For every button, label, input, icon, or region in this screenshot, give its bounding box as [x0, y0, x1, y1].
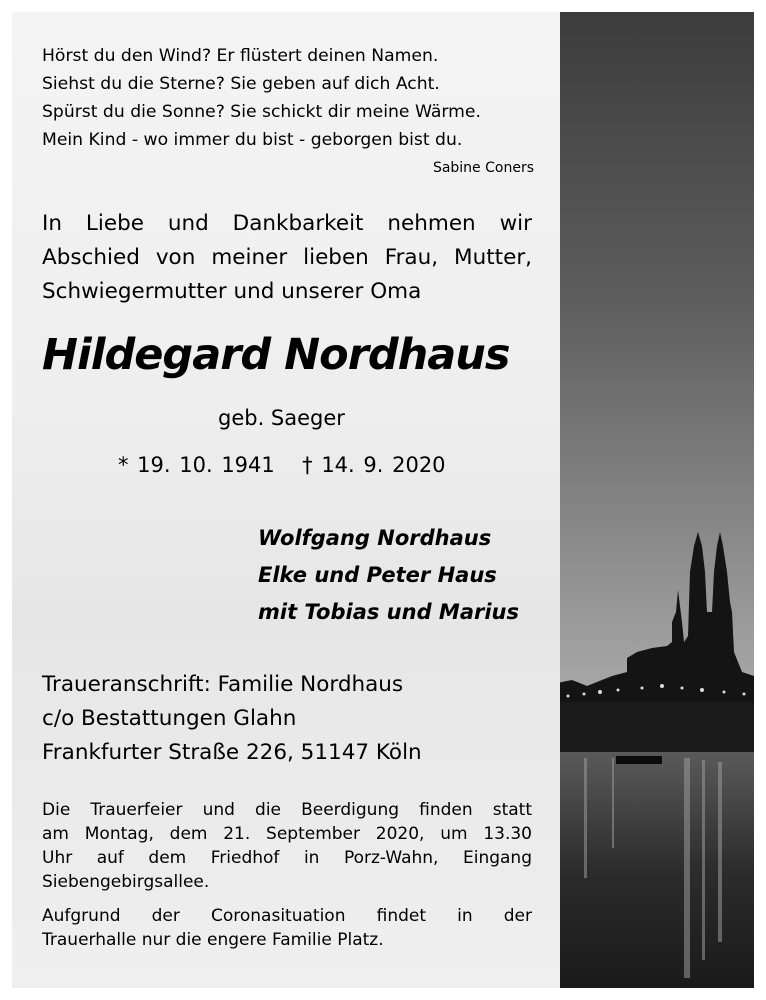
funeral-service-info: [42, 798, 532, 952]
obituary-notice: [12, 12, 754, 988]
service-line: Die Trauerfeier und die Beerdigung finden statt: [42, 800, 532, 820]
poem-line: Mein Kind - wo immer du bist - geborgen bist du.: [42, 130, 463, 150]
address-line: Traueranschrift: Familie Nordhaus: [42, 672, 404, 697]
address-line: Frankfurter Straße 226, 51147 Köln: [42, 740, 422, 765]
poem-author: Sabine Coners: [432, 160, 534, 176]
birth-date: * 19. 10. 1941: [118, 453, 275, 477]
service-line: Siebengebirgsallee.: [42, 872, 210, 892]
mourning-family: [258, 520, 519, 631]
service-line: Aufgrund der Coronasituation findet in der: [42, 906, 532, 926]
poem: [42, 42, 481, 154]
poem-line: Hörst du den Wind? Er flüstert deinen Namen.: [42, 46, 439, 66]
family-line: Elke und Peter Haus: [258, 563, 497, 587]
intro-line: Abschied von meiner lieben Frau, Mutter,: [42, 245, 532, 270]
intro-line: Schwiegermutter und unserer Oma: [42, 279, 422, 304]
maiden-name: geb. Saeger: [218, 406, 345, 430]
service-line: am Montag, dem 21. September 2020, um 13.30: [42, 824, 532, 844]
life-dates: [118, 453, 446, 477]
address-line: c/o Bestattungen Glahn: [42, 706, 297, 731]
service-line: Uhr auf dem Friedhof in Porz-Wahn, Eingang: [42, 848, 532, 868]
death-date: † 14. 9. 2020: [302, 453, 446, 477]
text-panel: [12, 12, 560, 988]
service-line: Trauerhalle nur die engere Familie Platz.: [42, 930, 384, 950]
mourning-address: [42, 668, 422, 770]
deceased-name: Hildegard Nordhaus: [42, 330, 510, 380]
farewell-intro: [42, 207, 532, 309]
poem-line: Siehst du die Sterne? Sie geben auf dich Acht.: [42, 74, 440, 94]
family-line: mit Tobias und Marius: [258, 600, 520, 624]
family-line: Wolfgang Nordhaus: [258, 526, 492, 550]
intro-line: In Liebe und Dankbarkeit nehmen wir: [42, 211, 532, 236]
poem-line: Spürst du die Sonne? Sie schickt dir meine Wärme.: [42, 102, 481, 122]
